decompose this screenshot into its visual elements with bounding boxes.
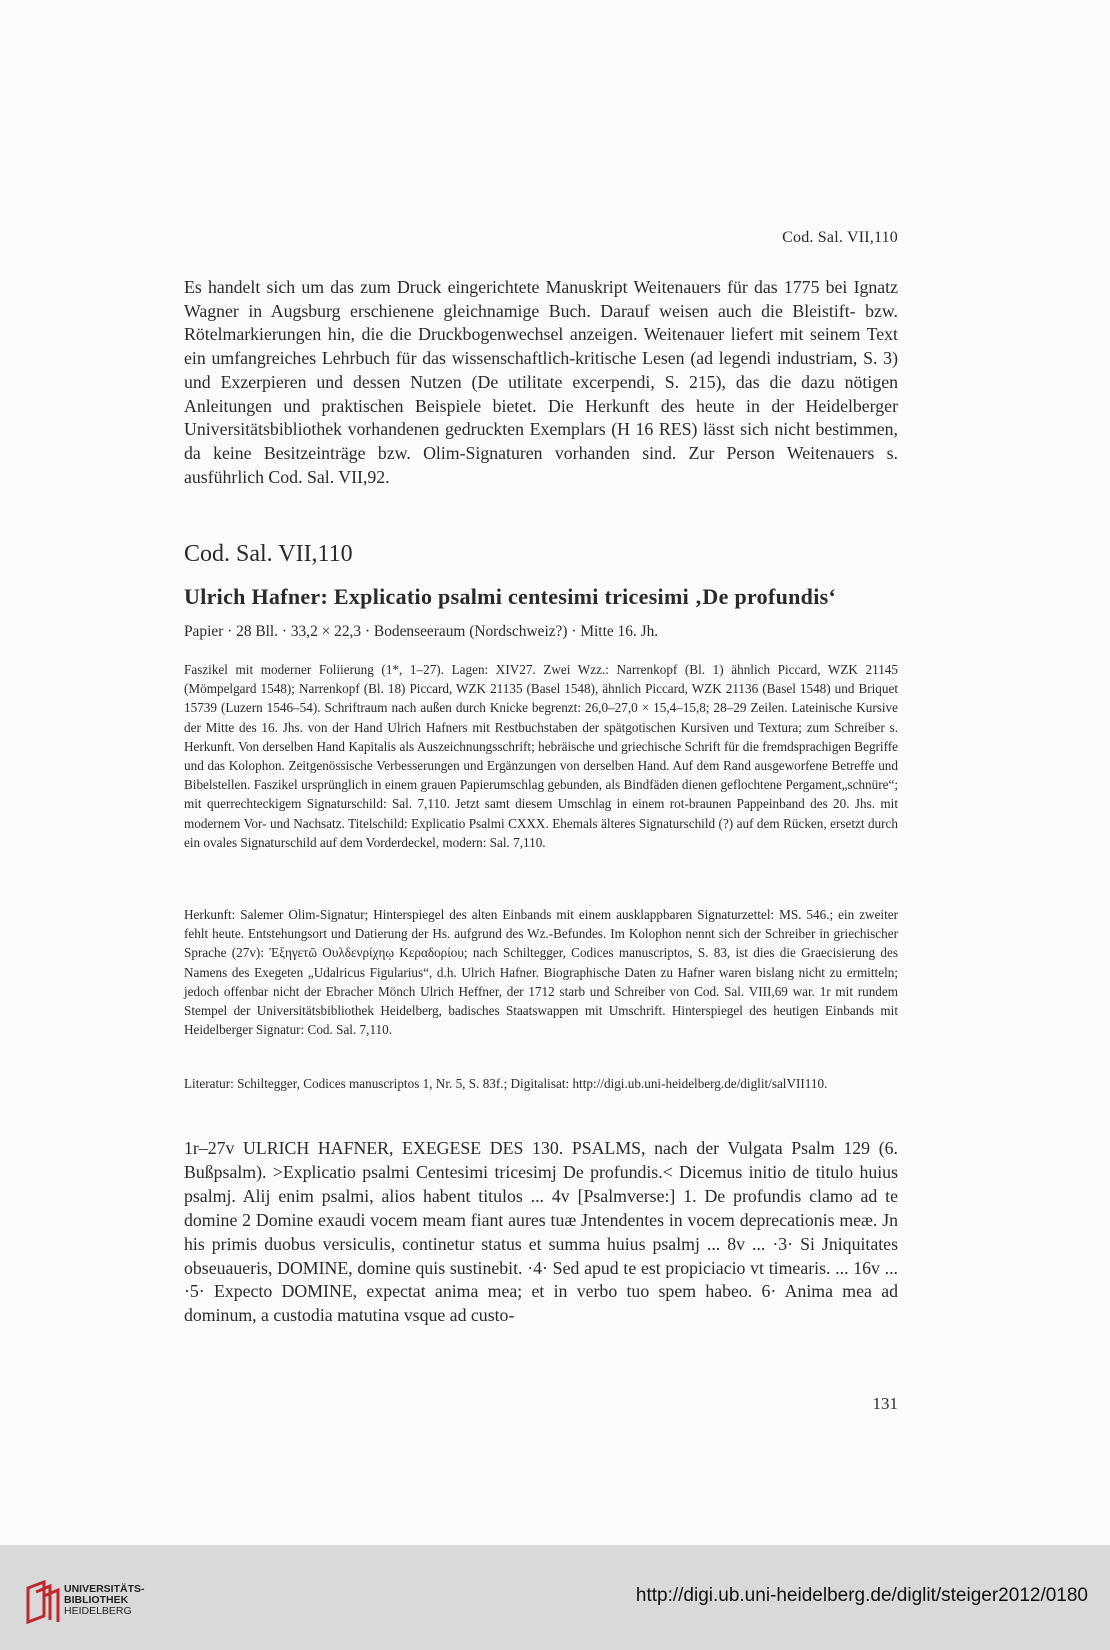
library-name-line-3: HEIDELBERG — [64, 1605, 132, 1617]
codicological-description: Faszikel mit moderner Foliierung (1*, 1–27). Lagen: XIV27. Zwei Wzz.: Narrenkopf (Bl. 1) ähnlich Piccard, WZK 21145 (Mömpelgard 1548); Narrenkopf (Bl. 18) Piccard, WZK 21135 (Basel 1548), ähnlich Piccard, WZK 21136 (Basel 1548) und Briquet 15739 (Luzern 1546–54). Schriftraum nach außen durch Knicke begrenzt: 26,0–27,0 × 15,4–15,8; 28–29 Zeilen. Lateinische Kursive der Mitte des 16. Jhs. von der Hand Ulrich Hafners mit Restbuchstaben der spätgotischen Kursiven und Textura; zum Schreiber s. Herkunft. Von derselben Hand Kapitalis als Auszeichnungsschrift; hebräische und griechische Schrift für die fremdsprachigen Begriffe und das Kolophon. Zeitgenössische Verbesserungen und Ergänzungen von derselben Hand. Auf dem Rand ausgeworfene Betreffe und Bibelstellen. Faszikel ursprünglich in einem grauen Papierumschlag gebunden, als Bindfäden dienen geflochtene Pergament„schnüre“; mit querrechteckigem Signaturschild: Sal. 7,110. Jetzt samt diesem Umschlag in einem rot-braunen Pappeinband des 20. Jhs. mit modernem Vor- und Nachsatz. Titelschild: Explicatio Psalmi CXXX. Ehemals älteres Signaturschild (?) auf dem Rücken, ersetzt durch ein ovales Signaturschild auf dem Vorderdeckel, modern: Sal. 7,110. — [184, 662, 898, 850]
running-head: Cod. Sal. VII,110 — [782, 229, 898, 246]
library-name — [64, 1584, 145, 1617]
library-logo-icon — [24, 1580, 62, 1624]
permalink-url[interactable]: http://digi.ub.uni-heidelberg.de/diglit/steiger2012/0180 — [635, 1585, 1088, 1606]
entry-signature: Cod. Sal. VII,110 — [184, 541, 353, 567]
entry-title: Ulrich Hafner: Explicatio psalmi centesimi tricesimi ‚De profundis‘ — [184, 584, 837, 609]
physical-description: Papier · 28 Bll. · 33,2 × 22,3 · Bodenseeraum (Nordschweiz?) · Mitte 16. Jh. — [184, 623, 659, 640]
provenance-paragraph: Herkunft: Salemer Olim-Signatur; Hinterspiegel des alten Einbands mit einem ausklappbaren Signaturzettel: MS. 546.; ein zweiter fehlt heute. Entstehungsort und Datierung der Hs. aufgrund des Wz.-Befundes. Im Kolophon nennt sich der Schreiber in griechischer Sprache (27v): Ἐξηγετῶ Ουλδενρίχηῳ Κεραδορίου; nach Schiltegger, Codices manuscriptos, S. 83, ist dies die Graecisierung des Namens des Exegeten „Udalricus Figularius“, d.h. Ulrich Hafner. Biographische Daten zu Hafner waren bislang nicht zu ermitteln; jedoch offenbar nicht der Ebracher Mönch Ulrich Heffner, der 1712 starb und Schreiber von Cod. Sal. VIII,69 war. 1r mit rundem Stempel der Universitätsbibliothek Heidelberg, badisches Staatswappen mit Umschrift. Hinterspiegel des heutigen Einbands mit Heidelberger Signatur: Cod. Sal. 7,110. — [184, 907, 898, 1038]
library-name-line-2: BIBLIOTHEK — [64, 1594, 129, 1606]
page-number: 131 — [872, 1394, 898, 1413]
intro-paragraph: Es handelt sich um das zum Druck eingerichtete Manuskript Weitenauers für das 1775 bei Ignatz Wagner in Augsburg erschienene gleichnamige Buch. Darauf weisen auch die Bleistift- bzw. Rötelmarkierungen hin, die die Druckbogenwechsel anzeigen. Weitenauer liefert mit seinem Text ein umfangreiches Lehrbuch für das wissenschaftlich-kritische Lesen (ad legendi industriam, S. 3) und Exzerpieren und dessen Nutzen (De utilitate excerpendi, S. 215), das die dazu nötigen Anleitungen und praktischen Beispiele bietet. Die Herkunft des heute in der Heidelberger Universitätsbibliothek vorhandenen gedruckten Exemplars (H 16 RES) lässt sich nicht bestimmen, da keine Besitzeinträge bzw. Olim-Signaturen vorhanden sind. Zur Person Weitenauers s. ausführlich Cod. Sal. VII,92. — [184, 277, 898, 487]
library-name-line-1: UNIVERSITÄTS- — [64, 1583, 145, 1595]
content-paragraph: 1r–27v ULRICH HAFNER, EXEGESE DES 130. PSALMS, nach der Vulgata Psalm 129 (6. Bußpsalm). >Explicatio psalmi Centesimi tricesimj De profundis.< Dicemus initio de titulo huius psalmj. Alij enim psalmi, alios habent titulos ... 4v [Psalmverse:] 1. De profundis clamo ad te domine 2 Domine exaudi vocem meam fiant aures tuæ Jntendentes in vocem deprecationis meæ. Jn his primis duobus versiculis, continetur status et summa huius psalmj ... 8v ... ·3· Si Jniquitates obseuaueris, DOMINE, domine quis sustinebit. ·4· Sed apud te est propiciacio vt timearis. ... 16v ... ·5· Expecto DOMINE, expectat anima mea; et in verbo tuo spem habeo. 6· Anima mea ad dominum, a custodia matutina vsque ad custo- — [184, 1138, 898, 1326]
literature-paragraph: Literatur: Schiltegger, Codices manuscriptos 1, Nr. 5, S. 83f.; Digitalisat: http://digi.ub.uni-heidelberg.de/diglit/salVII110. — [184, 1076, 828, 1091]
